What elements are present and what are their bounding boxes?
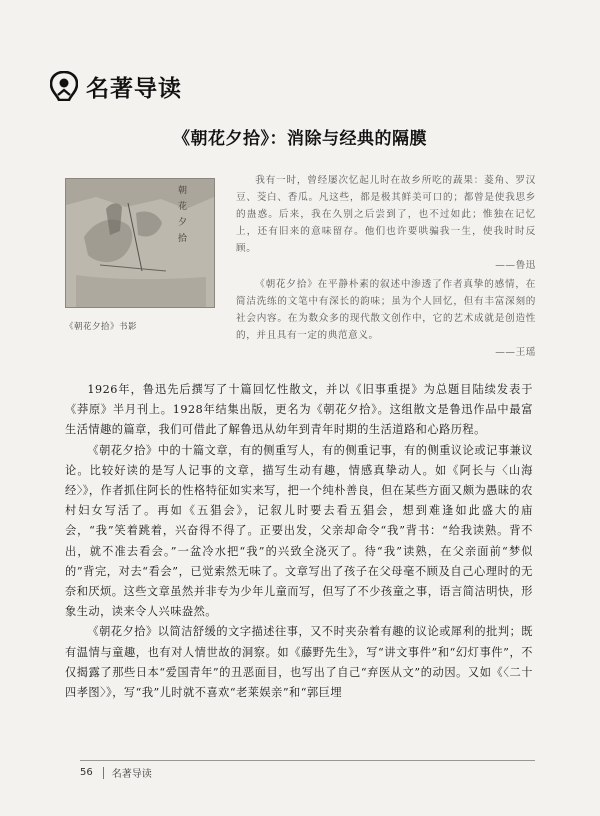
- book-cover-photo: [65, 178, 215, 308]
- page-footer: [80, 760, 535, 780]
- epigraph-quotes: [236, 172, 536, 363]
- section-title: 名著导读: [86, 75, 182, 102]
- svg-text:朝: 朝: [178, 186, 188, 196]
- article-title: 《朝花夕拾》：消除与经典的隔膜: [173, 129, 427, 149]
- svg-text:花: 花: [178, 202, 188, 212]
- article-body: [65, 380, 533, 703]
- quote-attribution: ——鲁迅: [495, 260, 536, 271]
- section-header: [50, 68, 182, 104]
- footer-divider: [103, 767, 104, 779]
- body-paragraph: 1926年，鲁迅先后撰写了十篇回忆性散文，并以《旧事重提》为总题目陆续发表于《莽原》半月刊上。1928年结集出版，更名为《朝花夕拾》。这组散文是鲁迅作品中最富生活情趣的篇章，我们可借此了解鲁迅从幼年到青年时期的生活道路和心路历程。: [65, 383, 533, 437]
- photo-caption: 《朝花夕拾》书影: [65, 322, 138, 332]
- reading-badge-icon: [50, 71, 78, 101]
- quote-attribution: ——王瑶: [495, 347, 536, 358]
- quote-text: 《朝花夕拾》在平静朴素的叙述中渗透了作者真挚的感情，在简洁洗练的文笔中有深长的韵味；虽为个人回忆，但有丰富深刻的社会内容。在为数众多的现代散文创作中，它的艺术成就是创造性的，并且具有一定的典范意义。: [236, 279, 536, 341]
- running-title: 名著导读: [111, 769, 152, 780]
- svg-text:夕: 夕: [178, 218, 188, 228]
- quote-text: 我有一时，曾经屡次忆起儿时在故乡所吃的蔬果：菱角、罗汉豆、茭白、香瓜。凡这些，都是极其鲜美可口的；都曾是使我思乡的蛊惑。后来，我在久别之后尝到了，也不过如此；惟独在记忆上，还有旧来的意味留存。他们也许要哄骗我一生，使我时时反顾。: [236, 175, 536, 254]
- svg-text:拾: 拾: [178, 234, 188, 244]
- page-number: 56: [80, 767, 93, 778]
- body-paragraph: 《朝花夕拾》中的十篇文章，有的侧重写人，有的侧重记事，有的侧重议论或记事兼议论。比较好读的是写人记事的文章，描写生动有趣，情感真挚动人。如《阿长与〈山海经〉》，作者抓住阿长的性格特征如实来写，把一个纯朴善良，但在某些方面又颇为愚昧的农村妇女写活了。再如《五猖会》，记叙儿时要去看五猖会，想到难逢如此盛大的庙会，“我”笑着跳着，兴奋得不得了。正要出发，父亲却命令“我”背书：“给我读熟。背不出，就不准去看会。”一盆冷水把“我”的兴致全浇灭了。待“我”读熟，在父亲面前“梦似的”背完，对去“看会”，已觉索然无味了。文章写出了孩子在父母毫不顾及自己心理时的无奈和厌烦。这些文章虽然并非专为少年儿童而写，但写了不少孩童之事，语言简洁明快，形象生动，读来令人兴味盎然。: [65, 443, 533, 619]
- body-paragraph: 《朝花夕拾》以简洁舒缓的文字描述往事，又不时夹杂着有趣的议论或犀利的批判；既有温情与童趣，也有对人情世故的洞察。如《藤野先生》，写“讲文事件”和“幻灯事件”，不仅揭露了那些日本“爱国青年”的丑恶面目，也写出了自己“弃医从文”的动因。又如《〈二十四孝图〉》，写“我”儿时就不喜欢“老莱娱亲”和“郭巨埋: [65, 625, 533, 700]
